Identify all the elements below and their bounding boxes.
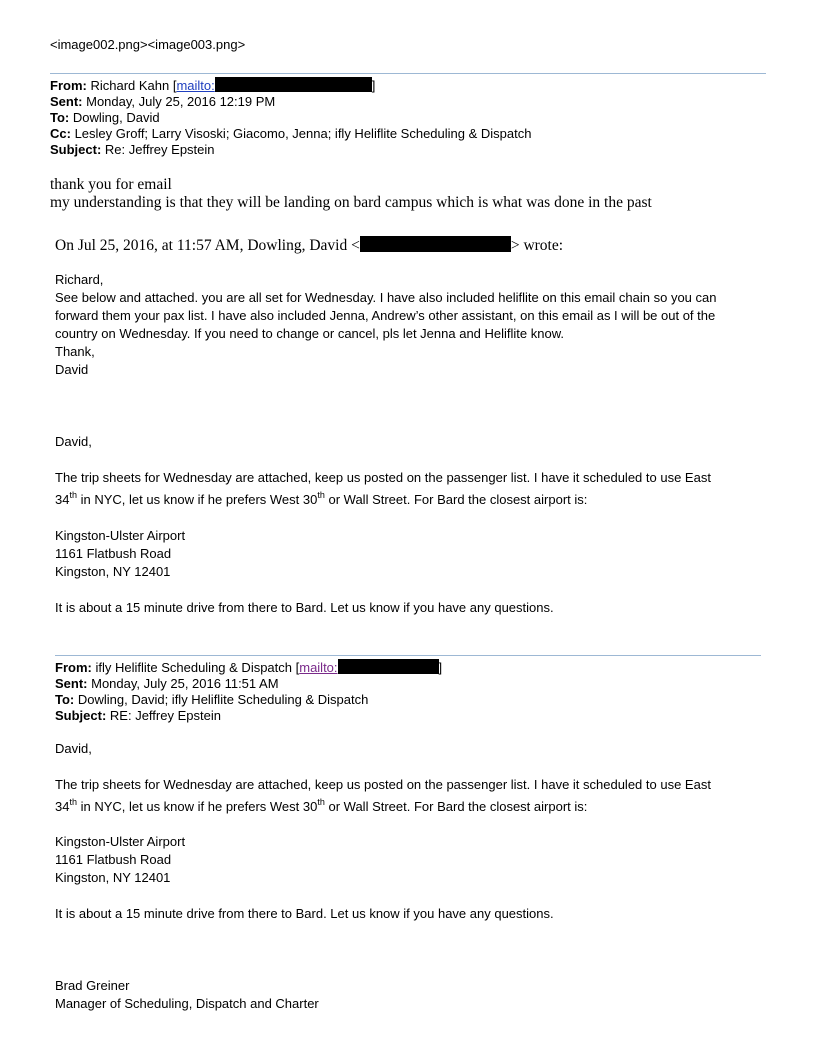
subject-row (55, 707, 221, 725)
ordinal-suffix: th (69, 797, 77, 807)
redacted-email (360, 236, 511, 252)
header-separator (55, 655, 761, 656)
redacted-email (338, 659, 439, 674)
cc-value: Lesley Groff; Larry Visoski; Giacomo, Jenna; ifly Heliflite Scheduling & Dispatch (74, 126, 532, 141)
trip-line-2 (55, 491, 587, 509)
sent-value: Monday, July 25, 2016 12:19 PM (86, 94, 276, 109)
email-body-line: my understanding is that they will be landing on bard campus which is what was done in the past (50, 194, 652, 211)
subject-row (50, 141, 215, 159)
to-label: To: (50, 110, 70, 125)
to-value: Dowling, David (72, 110, 160, 125)
trip-line-2-part: in NYC, let us know if he prefers West 30 (76, 799, 318, 814)
quote-signoff: David (55, 362, 89, 377)
sent-value: Monday, July 25, 2016 11:51 AM (91, 676, 279, 691)
from-bracket: ] (371, 78, 376, 93)
subject-value: RE: Jeffrey Epstein (109, 708, 221, 723)
from-bracket: ] (438, 660, 443, 675)
sent-label: Sent: (50, 94, 83, 109)
quote-intro (55, 236, 563, 255)
cc-label: Cc: (50, 126, 71, 141)
trip-line-2-part: in NYC, let us know if he prefers West 30 (76, 492, 318, 507)
drive-note: It is about a 15 minute drive from there to Bard. Let us know if you have any questions. (55, 906, 554, 921)
subject-label: Subject: (50, 142, 102, 157)
trip-line-2-part: 34 (55, 492, 70, 507)
signature-name: Brad Greiner (55, 978, 130, 993)
email-body-line: thank you for email (50, 176, 172, 193)
mailto-link[interactable]: mailto: (176, 78, 215, 93)
trip-line-1: The trip sheets for Wednesday are attached, keep us posted on the passenger list. I have it scheduled to use East (55, 470, 711, 485)
quote-paragraph-line: forward them your pax list. I have also included Jenna, Andrew’s other assistant, on this email as I will be out of the (55, 308, 716, 323)
ordinal-suffix: th (69, 490, 77, 500)
quote-intro-end: > wrote: (510, 237, 564, 254)
quote-greeting: Richard, (55, 272, 104, 287)
quote-thanks: Thank, (55, 344, 95, 359)
trip-line-1: The trip sheets for Wednesday are attached, keep us posted on the passenger list. I have it scheduled to use East (55, 777, 711, 792)
from-name: Richard Kahn [ (90, 78, 177, 93)
airport-name: Kingston-Ulster Airport (55, 834, 186, 849)
trip-line-2-part: or Wall Street. For Bard the closest airport is: (324, 492, 588, 507)
subject-label: Subject: (55, 708, 107, 723)
to-label: To: (55, 692, 75, 707)
image-references: <image002.png><image003.png> (50, 37, 246, 52)
from-label: From: (50, 78, 87, 93)
ordinal-suffix: th (317, 797, 325, 807)
trip-greeting: David, (55, 741, 92, 756)
trip-line-2-part: or Wall Street. For Bard the closest airport is: (324, 799, 588, 814)
subject-value: Re: Jeffrey Epstein (104, 142, 215, 157)
quote-paragraph-line: country on Wednesday. If you need to change or cancel, pls let Jenna and Heliflite know. (55, 326, 564, 341)
from-name: ifly Heliflite Scheduling & Dispatch [ (95, 660, 300, 675)
sent-label: Sent: (55, 676, 88, 691)
trip-line-2-part: 34 (55, 799, 70, 814)
mailto-link[interactable]: mailto: (299, 660, 338, 675)
airport-name: Kingston-Ulster Airport (55, 528, 186, 543)
trip-line-2 (55, 798, 587, 816)
ordinal-suffix: th (317, 490, 325, 500)
trip-greeting: David, (55, 434, 92, 449)
airport-city: Kingston, NY 12401 (55, 870, 171, 885)
to-value: Dowling, David; ifly Heliflite Scheduling & Dispatch (77, 692, 369, 707)
quote-paragraph-line: See below and attached. you are all set for Wednesday. I have also included heliflite on this email chain so you can (55, 290, 717, 305)
quote-intro-text: On Jul 25, 2016, at 11:57 AM, Dowling, David < (55, 237, 360, 254)
signature-title: Manager of Scheduling, Dispatch and Charter (55, 996, 319, 1011)
airport-city: Kingston, NY 12401 (55, 564, 171, 579)
drive-note: It is about a 15 minute drive from there to Bard. Let us know if you have any questions. (55, 600, 554, 615)
airport-street: 1161 Flatbush Road (55, 852, 172, 867)
from-label: From: (55, 660, 92, 675)
redacted-email (215, 77, 372, 92)
header-separator (50, 73, 766, 74)
airport-street: 1161 Flatbush Road (55, 546, 172, 561)
